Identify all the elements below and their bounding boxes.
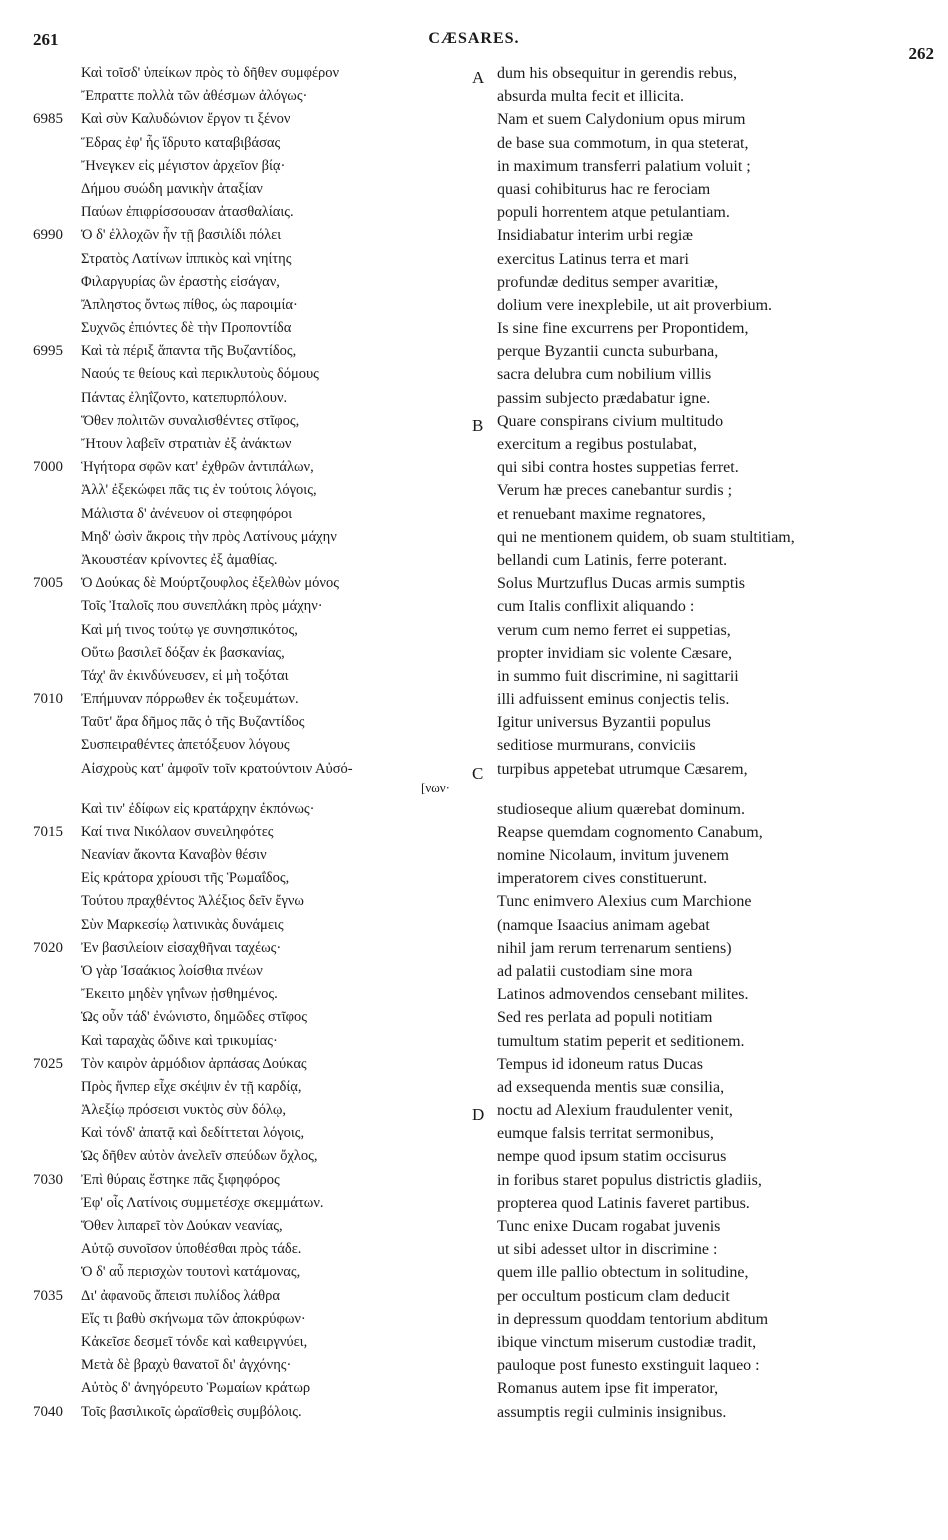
greek-verse-text: Καὶ μή τινος τούτῳ γε συνησπικότος,: [81, 621, 298, 638]
latin-verse-line: [472, 1308, 942, 1331]
latin-verse-line: [472, 155, 942, 178]
greek-verse-text: Ταῦτ' ἄρα δῆμος πᾶς ὁ τῆς Βυζαντίδος: [81, 714, 305, 731]
latin-verse-text: ut sibi adesset ultor in discrimine :: [497, 1241, 718, 1259]
latin-verse-text: in foribus staret populus districtis gladiis,: [497, 1171, 762, 1189]
latin-verse-text: exercitum a regibus postulabat,: [497, 436, 697, 453]
greek-verse-line: [33, 1006, 481, 1029]
greek-verse-line: [33, 433, 481, 456]
greek-verse-text: Ἄπληστος ὄντως πίθος, ὡς παροιμία·: [81, 296, 298, 313]
greek-verse-text: Ὁ δ' αὖ περισχὼν τουτονὶ κατάμονας,: [81, 1264, 301, 1281]
latin-verse-line: [472, 711, 942, 734]
greek-verse-line: [33, 108, 481, 131]
greek-verse-continuation: [νων·: [421, 779, 450, 795]
greek-verse-text: Ἐπὶ θύραις ἕστηκε πᾶς ξιφηφόρος: [81, 1171, 280, 1188]
greek-verse-line: [33, 642, 481, 665]
latin-verse-line: [472, 201, 942, 224]
latin-verse-line: [472, 798, 942, 821]
latin-verse-text: seditiose murmurans, conviciis: [497, 737, 696, 755]
greek-verse-line: [33, 1238, 481, 1261]
greek-verse-text: Οὕτω βασιλεῖ δόξαν ἐκ βασκανίας,: [81, 644, 285, 661]
latin-verse-line: [472, 1401, 942, 1424]
greek-verse-text: Καὶ τὰ πέριξ ἅπαντα τῆς Βυζαντίδος,: [81, 343, 297, 360]
latin-verse-text: eumque falsis territat sermonibus,: [497, 1125, 714, 1143]
latin-verse-text: Romanus autem ipse fit imperator,: [497, 1380, 719, 1398]
greek-verse-line: [33, 572, 481, 595]
greek-verse-text: Ὁ Δούκας δὲ Μούρτζουφλος ἐξελθὼν μόνος: [81, 575, 339, 592]
greek-verse-text: Καὶ ταραχὰς ὤδινε καὶ τρικυμίας·: [81, 1032, 278, 1049]
greek-verse-line: [33, 983, 481, 1006]
greek-verse-line: [33, 1192, 481, 1215]
page-number-left: 261: [33, 30, 59, 49]
latin-verse-line: [472, 1122, 942, 1145]
greek-verse-line: [33, 248, 481, 271]
greek-verse-line: [33, 479, 481, 502]
greek-verse-text: Τοῖς Ἰταλοῖς που συνεπλάκη πρὸς μάχην·: [81, 598, 323, 615]
greek-verse-line: [33, 1308, 481, 1331]
greek-verse-text: Κἀκεῖσε δεσμεῖ τόνδε καὶ καθειργνύει,: [81, 1333, 308, 1350]
greek-verse-text: Ἐπήμυναν πόρρωθεν ἐκ τοξευμάτων.: [81, 691, 299, 708]
greek-verse-line: [33, 1169, 481, 1192]
greek-verse-line: [33, 201, 481, 224]
greek-verse-text: Ἀλεξίῳ πρόσεισι νυκτὸς σὺν δόλῳ,: [81, 1102, 287, 1119]
latin-verse-text: populi horrentem atque petulantiam.: [497, 204, 730, 222]
latin-verse-line: [472, 340, 942, 363]
greek-verse-text: Ὅθεν λιπαρεῖ τὸν Δούκαν νεανίας,: [81, 1218, 283, 1234]
greek-verse-text: Εἴς τι βαθὺ σκήνωμα τῶν ἀποκρύφων·: [81, 1310, 306, 1327]
latin-verse-line: [472, 85, 942, 108]
greek-verse-line: [33, 798, 481, 821]
greek-verse-text: Αἰσχροὺς κατ' ἀμφοῖν τοῖν κρατούντοιν Αὐσό-: [81, 760, 353, 777]
greek-text-column: [33, 62, 484, 1424]
latin-verse-text: propterea quod Latinis faveret partibus.: [497, 1194, 750, 1212]
latin-verse-line: [472, 108, 942, 131]
greek-verse-line: [33, 155, 481, 178]
greek-verse-line: [33, 271, 481, 294]
latin-verse-text: exercitus Latinus terra et mari: [497, 250, 689, 268]
greek-verse-line: [33, 665, 481, 688]
latin-verse-text: nihil jam rerum terrenarum sentiens): [497, 939, 732, 957]
latin-verse-line: [472, 132, 942, 155]
greek-verse-text: Πρὸς ἥνπερ εἶχε σκέψιν ἐν τῇ καρδίᾳ,: [81, 1078, 302, 1095]
greek-verse-text: Συσπειραθέντες ἀπετόξευον λόγους: [81, 737, 290, 754]
latin-verse-line: [472, 665, 942, 688]
greek-verse-line: [33, 224, 481, 247]
greek-verse-line: [33, 711, 481, 734]
greek-verse-text: Μηδ' ὠσὶν ἄκροις τὴν πρὸς Λατίνους μάχην: [81, 528, 337, 545]
latin-verse-text: dum his obsequitur in gerendis rebus,: [497, 65, 737, 82]
greek-verse-line: [33, 85, 481, 108]
latin-verse-line: [472, 890, 942, 913]
latin-verse-line: [472, 433, 942, 456]
latin-verse-line: [472, 1006, 942, 1029]
latin-verse-line: [472, 983, 942, 1006]
latin-verse-text: quem ille pallio obtectum in solitudine,: [497, 1264, 749, 1282]
verse-number: 7015: [33, 823, 63, 840]
greek-verse-text: Ἐφ' οἷς Λατίνοις συμμετέσχε σκεμμάτων.: [81, 1194, 324, 1211]
latin-verse-line: [472, 619, 942, 642]
greek-verse-text: Τὸν καιρὸν ἁρμόδιον ἁρπάσας Δούκας: [81, 1055, 307, 1072]
greek-verse-text: Δήμου συώδη μανικὴν ἀταξίαν: [81, 180, 263, 197]
greek-verse-text: Ἀλλ' ἐξεκώφει πᾶς τις ἐν τούτοις λόγοις,: [81, 482, 317, 499]
section-marker: C: [472, 763, 484, 783]
greek-verse-text: Ἡγήτορα σφῶν κατ' ἐχθρῶν ἀντιπάλων,: [81, 459, 314, 476]
latin-verse-text: Tunc enixe Ducam rogabat juvenis: [497, 1218, 721, 1235]
latin-verse-text: imperatorem cives constituerunt.: [497, 870, 708, 888]
latin-verse-line: [472, 734, 942, 757]
latin-verse-line: [472, 1053, 942, 1076]
latin-verse-line: [472, 1215, 942, 1238]
greek-verse-text: Φιλαργυρίας ὢν ἐραστὴς εἰσάγαν,: [81, 273, 280, 290]
latin-verse-text: Solus Murtzuflus Ducas armis sumptis: [497, 575, 745, 593]
latin-verse-line: [472, 549, 942, 572]
greek-verse-line: [33, 619, 481, 642]
greek-verse-line: [33, 387, 481, 410]
greek-verse-line: [33, 526, 481, 549]
greek-verse-line: [33, 1285, 481, 1308]
verse-number: 7000: [33, 459, 63, 476]
latin-verse-text: (namque Isaacius animam agebat: [497, 916, 710, 934]
greek-verse-text: Μάλιστα δ' ἀνένευον οἱ στεφηφόροι: [81, 505, 293, 522]
latin-verse-line: [472, 456, 942, 479]
greek-verse-line: [33, 317, 481, 340]
greek-verse-text: Εἰς κράτορα χρίουσι τῆς Ῥωμαΐδος,: [81, 870, 290, 887]
latin-verse-text: qui sibi contra hostes suppetias ferret.: [497, 459, 739, 477]
section-marker: A: [472, 68, 485, 87]
greek-verse-line: [33, 1354, 481, 1377]
latin-verse-text: propter invidiam sic volente Cæsare,: [497, 644, 733, 662]
latin-verse-text: pauloque post funesto exstinguit laqueo :: [497, 1357, 760, 1375]
latin-verse-line: [472, 317, 942, 340]
greek-verse-text: Τούτου πραχθέντος Ἀλέξιος δεῖν ἔγνω: [81, 893, 304, 910]
greek-verse-text: Καὶ τοῖσδ' ὑπείκων πρὸς τὸ δῆθεν συμφέρον: [81, 65, 340, 81]
greek-verse-line: [33, 844, 481, 867]
latin-verse-text: qui ne mentionem quidem, ob suam stultitiam,: [497, 528, 795, 546]
latin-verse-line: [472, 688, 942, 711]
latin-verse-text: Is sine fine excurrens per Propontidem,: [497, 320, 749, 338]
latin-verse-text: sacra delubra cum nobilium villis: [497, 366, 712, 384]
latin-verse-text: ad exsequenda mentis suæ consilia,: [497, 1078, 725, 1096]
latin-verse-line: [472, 960, 942, 983]
greek-verse-line: [33, 914, 481, 937]
greek-verse-line: [33, 1099, 481, 1122]
greek-verse-text: Συχνῶς ἐπιόντες δὲ τὴν Προποντίδα: [81, 320, 292, 337]
greek-verse-line: [33, 132, 481, 155]
latin-verse-text: studioseque alium quærebat dominum.: [497, 800, 745, 818]
latin-verse-line: [472, 387, 942, 410]
latin-verse-line: [472, 572, 942, 595]
latin-verse-text: noctu ad Alexium fraudulenter venit,: [497, 1102, 733, 1120]
greek-verse-text: Καί τινα Νικόλαον συνειληφότες: [81, 823, 274, 840]
greek-verse-line: [33, 937, 481, 960]
latin-verse-text: Insidiabatur interim urbi regiæ: [497, 227, 693, 245]
latin-verse-text: nomine Nicolaum, invitum juvenem: [497, 847, 729, 864]
latin-verse-line: [472, 844, 942, 867]
latin-verse-line: [472, 224, 942, 247]
latin-verse-line: [472, 1099, 942, 1125]
latin-verse-line: [472, 758, 942, 798]
greek-verse-text: Τοῖς βασιλικοῖς ὡραϊσθεὶς συμβόλοις.: [81, 1403, 302, 1420]
greek-verse-text: Καὶ τόνδ' ἀπατᾷ καὶ δεδίττεται λόγοις,: [81, 1125, 305, 1142]
greek-verse-text: Δι' ἀφανοῦς ἄπεισι πυλίδος λάθρα: [81, 1287, 280, 1304]
greek-verse-text: Ὅθεν πολιτῶν συναλισθέντες στῖφος,: [81, 412, 300, 429]
latin-verse-line: [472, 178, 942, 201]
page-title: CÆSARES.: [428, 30, 520, 47]
latin-verse-line: [472, 937, 942, 960]
greek-verse-text: Νεανίαν ἄκοντα Καναβὸν θέσιν: [81, 847, 267, 863]
latin-verse-line: [472, 503, 942, 526]
latin-verse-text: Verum hæ preces canebantur surdis ;: [497, 482, 733, 500]
latin-verse-text: verum cum nemo ferret ei suppetias,: [497, 621, 731, 639]
latin-verse-line: [472, 248, 942, 271]
latin-verse-text: Tunc enimvero Alexius cum Marchione: [497, 893, 752, 911]
greek-verse-line: [33, 294, 481, 317]
latin-verse-text: tumultum statim peperit et seditionem.: [497, 1032, 745, 1050]
latin-verse-text: dolium vere inexplebile, ut ait proverbium.: [497, 296, 773, 314]
greek-verse-text: Ὁ γὰρ Ἰσαάκιος λοίσθια πνέων: [81, 962, 263, 979]
latin-verse-line: [472, 821, 942, 844]
latin-verse-text: absurda multa fecit et illicita.: [497, 88, 685, 106]
latin-verse-line: [472, 363, 942, 386]
greek-verse-text: Ἕδρας ἐφ' ἧς ἵδρυτο καταβιβάσας: [81, 134, 281, 151]
greek-verse-text: Ὡς οὖν τάδ' ἐνώνιστο, δημῶδες στῖφος: [81, 1009, 307, 1026]
greek-verse-text: Πάντας ἐληΐζοντο, κατεπυρπόλουν.: [81, 389, 288, 406]
latin-verse-text: Reapse quemdam cognomento Canabum,: [497, 823, 763, 841]
latin-verse-text: in depressum quoddam tentorium abditum: [497, 1310, 769, 1328]
latin-verse-text: assumptis regii culminis insignibus.: [497, 1403, 727, 1421]
greek-verse-line: [33, 1331, 481, 1354]
greek-verse-line: [33, 821, 481, 844]
latin-verse-line: [472, 271, 942, 294]
latin-verse-line: [472, 410, 942, 433]
greek-verse-text: Ἔκειτο μηδὲν γηΐνων ᾐσθημένος.: [81, 986, 278, 1003]
latin-verse-line: [472, 1331, 942, 1354]
section-marker: D: [472, 1105, 485, 1125]
greek-verse-line: [33, 595, 481, 618]
greek-verse-text: Στρατὸς Λατίνων ἱππικὸς καὶ νηίτης: [81, 250, 292, 267]
latin-verse-text: Quare conspirans civium multitudo: [497, 412, 724, 430]
greek-verse-line: [33, 1401, 481, 1424]
greek-verse-line: [33, 178, 481, 201]
greek-verse-line: [33, 410, 481, 433]
greek-verse-line: [33, 734, 481, 757]
greek-verse-line: [33, 1377, 481, 1400]
latin-verse-line: [472, 1285, 942, 1308]
greek-verse-line: [33, 62, 481, 85]
latin-verse-text: nempe quod ipsum statim occisurus: [497, 1148, 727, 1166]
latin-verse-line: [472, 1145, 942, 1168]
greek-verse-line: [33, 1145, 481, 1168]
greek-verse-text: Ὡς δῆθεν αὐτὸν ἀνελεῖν σπεύδων ὄχλος,: [81, 1148, 318, 1165]
latin-verse-line: [472, 479, 942, 502]
latin-verse-text: per occultum posticum clam deducit: [497, 1287, 730, 1305]
latin-verse-text: Latinos admovendos censebant milites.: [497, 986, 749, 1004]
greek-verse-line: [33, 456, 481, 479]
latin-verse-line: [472, 1030, 942, 1053]
greek-verse-line: [33, 1076, 481, 1099]
greek-verse-line: [33, 1261, 481, 1284]
greek-verse-text: Ὁ δ' ἐλλοχῶν ἦν τῇ βασιλίδι πόλει: [81, 227, 282, 244]
verse-number: 7040: [33, 1403, 63, 1420]
greek-verse-text: Σὺν Μαρκεσίῳ λατινικὰς δυνάμεις: [81, 916, 284, 933]
greek-verse-text: Ἤτουν λαβεῖν στρατιὰν ἐξ ἀνάκτων: [81, 436, 292, 452]
greek-verse-text: Ναούς τε θείους καὶ περικλυτοὺς δόμους: [81, 366, 319, 383]
greek-verse-line: [33, 549, 481, 572]
latin-verse-text: in maximum transferri palatium voluit ;: [497, 157, 751, 175]
verse-number: 7010: [33, 691, 63, 708]
latin-text-column: [472, 62, 942, 1424]
latin-verse-text: passim subjecto prædabatur igne.: [497, 389, 711, 407]
latin-verse-text: cum Italis conflixit aliquando :: [497, 598, 695, 616]
greek-verse-text: Καὶ τιν' ἐδίφων εἰς κρατάρχην ἐκπόνως·: [81, 800, 315, 817]
verse-number: 7005: [33, 575, 63, 592]
latin-verse-text: Nam et suem Calydonium opus mirum: [497, 111, 746, 129]
verse-number: 6990: [33, 227, 63, 244]
latin-verse-text: ibique vinctum miserum custodiæ tradit,: [497, 1333, 757, 1351]
latin-verse-line: [472, 914, 942, 937]
latin-verse-text: turpibus appetebat utrumque Cæsarem,: [497, 760, 748, 778]
greek-verse-text: Ἤνεγκεν εἰς μέγιστον ἀρχεῖον βίᾳ·: [81, 157, 286, 174]
greek-verse-line: [33, 340, 481, 363]
greek-verse-line: [33, 867, 481, 890]
latin-verse-line: [472, 642, 942, 665]
latin-verse-text: Igitur universus Byzantii populus: [497, 714, 711, 732]
greek-verse-line: [33, 960, 481, 983]
verse-number: 6995: [33, 343, 63, 360]
greek-verse-line: [33, 1122, 481, 1145]
latin-verse-line: [472, 595, 942, 618]
latin-verse-text: illi adfuissent eminus conjectis telis.: [497, 691, 730, 709]
latin-verse-text: Tempus id idoneum ratus Ducas: [497, 1055, 703, 1073]
greek-verse-text: Αὐτῷ συνοῖσον ὑποθέσθαι πρὸς τάδε.: [81, 1241, 302, 1258]
greek-verse-line: [33, 363, 481, 386]
latin-verse-text: in summo fuit discrimine, ni sagittarii: [497, 667, 739, 685]
latin-verse-line: [472, 1192, 942, 1215]
latin-verse-text: perque Byzantii cuncta suburbana,: [497, 343, 719, 361]
greek-verse-text: Αὐτὸς δ' ἀνηγόρευτο Ῥωμαίων κράτωρ: [81, 1380, 311, 1397]
latin-verse-text: profundæ deditus semper avaritiæ,: [497, 273, 719, 291]
latin-verse-line: [472, 526, 942, 549]
latin-verse-text: Sed res perlata ad populi notitiam: [497, 1009, 713, 1027]
latin-verse-text: ad palatii custodiam sine mora: [497, 962, 693, 980]
greek-verse-line: [33, 1215, 481, 1238]
greek-verse-text: Καὶ σὺν Καλυδώνιον ἔργον τι ξένον: [81, 111, 291, 128]
greek-verse-line: [33, 1053, 481, 1076]
section-marker: B: [472, 415, 484, 435]
greek-verse-text: Τάχ' ἂν ἐκινδύνευσεν, εἰ μὴ τοξόται: [81, 667, 289, 684]
page-number-right: 262: [908, 44, 934, 63]
latin-verse-line: [472, 62, 942, 85]
verse-number: 7030: [33, 1171, 63, 1188]
greek-verse-text: Παύων ἐπιφρίσσουσαν ἀτασθαλίαις.: [81, 204, 294, 221]
latin-verse-line: [472, 1377, 942, 1400]
verse-number: 7025: [33, 1055, 63, 1072]
greek-verse-line: [33, 758, 484, 798]
latin-verse-line: [472, 867, 942, 890]
verse-number: 7035: [33, 1287, 63, 1304]
greek-verse-text: Μετὰ δὲ βραχὺ θανατοῖ δι' ἀγχόνης·: [81, 1357, 292, 1374]
greek-verse-line: [33, 1030, 481, 1053]
greek-verse-text: Ἐν βασιλείοιν εἰσαχθῆναι ταχέως·: [81, 939, 282, 956]
latin-verse-text: de base sua commotum, in qua steterat,: [497, 134, 749, 152]
verse-number: 6985: [33, 111, 63, 128]
greek-verse-line: [33, 688, 481, 711]
latin-verse-text: bellandi cum Latinis, ferre poterant.: [497, 551, 728, 569]
latin-verse-line: [472, 1169, 942, 1192]
latin-verse-line: [472, 1261, 942, 1284]
latin-verse-line: [472, 1354, 942, 1377]
latin-verse-line: [472, 1076, 942, 1099]
greek-verse-line: [33, 890, 481, 913]
greek-verse-line: [33, 503, 481, 526]
latin-verse-line: [472, 1238, 942, 1261]
latin-verse-text: quasi cohibiturus hac re ferociam: [497, 180, 711, 198]
greek-verse-text: Ἀκουστέαν κρίνοντες ἐξ ἀμαθίας.: [81, 551, 278, 568]
verse-number: 7020: [33, 939, 63, 956]
greek-verse-text: Ἔπραττε πολλὰ τῶν ἀθέσμων ἀλόγως·: [81, 88, 308, 105]
latin-verse-text: et renuebant maxime regnatores,: [497, 505, 706, 523]
latin-verse-line: [472, 294, 942, 317]
